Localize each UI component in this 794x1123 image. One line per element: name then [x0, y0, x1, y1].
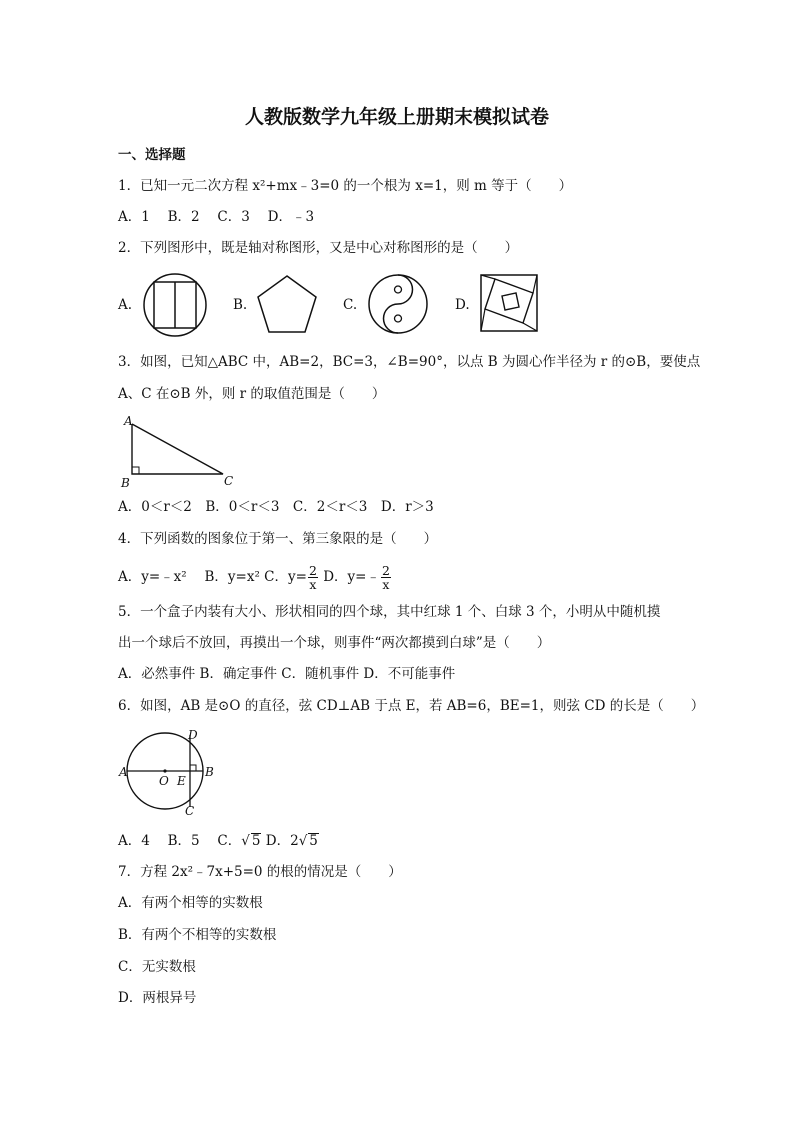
question-5-options: A．必然事件 B．确定事件 C．随机事件 D．不可能事件 — [118, 666, 456, 682]
question-6-text: 6．如图，AB 是⊙O 的直径，弦 CD⊥AB 于点 E，若 AB=6，BE=1，则弦 CD 的长是（ ） — [118, 698, 705, 714]
question-7-option-a: A．有两个相等的实数根 — [118, 895, 263, 911]
triangle-vertex-b: B — [121, 476, 130, 490]
circle-point-e: E — [177, 774, 186, 788]
q2-option-c-label: C. — [343, 297, 358, 313]
q4-fraction-c — [308, 564, 318, 591]
question-7-option-b: B．有两个不相等的实数根 — [118, 927, 277, 943]
q6-radicand-c: 5 — [251, 833, 261, 849]
page-title: 人教版数学九年级上册期末模拟试卷 — [244, 106, 549, 128]
section-heading: 一、选择题 — [118, 147, 186, 163]
question-7-text: 7．方程 2x²﹣7x+5=0 的根的情况是（ ） — [118, 864, 402, 880]
circle-point-c: C — [185, 804, 195, 818]
question-3-text-2: A、C 在⊙B 外，则 r 的取值范围是（ ） — [118, 386, 386, 402]
circle-point-d: D — [188, 728, 198, 742]
triangle-vertex-c: C — [224, 474, 234, 488]
q4-fraction-d — [381, 564, 391, 591]
right-triangle-figure — [120, 410, 240, 490]
question-6-options: A．4 B．5 C．√ 5 D．2√ 5 — [118, 833, 318, 849]
triangle-vertex-a: A — [124, 414, 133, 428]
question-3-options: A．0＜r＜2 B．0＜r＜3 C．2＜r＜3 D．r＞3 — [118, 499, 434, 515]
question-5-text-2: 出一个球后不放回，再摸出一个球，则事件“两次都摸到白球”是（ ） — [118, 635, 551, 651]
yin-yang-figure — [366, 272, 430, 336]
circle-center-o: O — [159, 774, 169, 788]
question-5-text-1: 5．一个盒子内装有大小、形状相同的四个球，其中红球 1 个、白球 3 个，小明从中随机摸 — [118, 604, 661, 620]
q4-options-ab: A．y=﹣x² B．y=x² C．y= — [118, 569, 307, 585]
q4-fraction-c-denominator: x — [309, 577, 317, 592]
question-4-options — [118, 562, 392, 592]
question-7-option-c: C．无实数根 — [118, 959, 196, 975]
q6-radicand-d: 5 — [309, 833, 318, 849]
circle-square-figure — [140, 270, 210, 340]
question-2-text: 2．下列图形中，既是轴对称图形，又是中心对称图形的是（ ） — [118, 240, 519, 256]
q4-option-d-prefix: D．y=﹣ — [318, 569, 380, 585]
pythagoras-square-figure — [478, 272, 540, 334]
question-4-text: 4．下列函数的图象位于第一、第三象限的是（ ） — [118, 531, 438, 547]
q2-option-a-label: A. — [118, 297, 133, 313]
q6-option-d-prefix: D．2 — [261, 833, 299, 849]
question-7-option-d: D．两根异号 — [118, 990, 197, 1006]
q4-fraction-d-denominator: x — [382, 577, 390, 592]
q2-option-b-label: B. — [233, 297, 248, 313]
question-1-text: 1．已知一元二次方程 x²+mx﹣3=0 的一个根为 x=1，则 m 等于（ ） — [118, 178, 573, 194]
question-3-text-1: 3．如图，已知△ABC 中，AB=2，BC=3，∠B=90°，以点 B 为圆心作半径为 r 的⊙B，要使点 — [118, 354, 701, 370]
q4-fraction-d-numerator: 2 — [381, 563, 390, 578]
q4-fraction-c-numerator: 2 — [308, 563, 317, 578]
circle-point-b: B — [205, 765, 214, 779]
circle-point-a: A — [119, 765, 128, 779]
q2-option-d-label: D. — [455, 297, 470, 313]
q6-options-ab: A．4 B．5 C． — [118, 833, 242, 849]
pentagon-figure — [252, 272, 322, 338]
question-1-options: A．1 B．2 C．3 D．﹣3 — [118, 209, 315, 225]
